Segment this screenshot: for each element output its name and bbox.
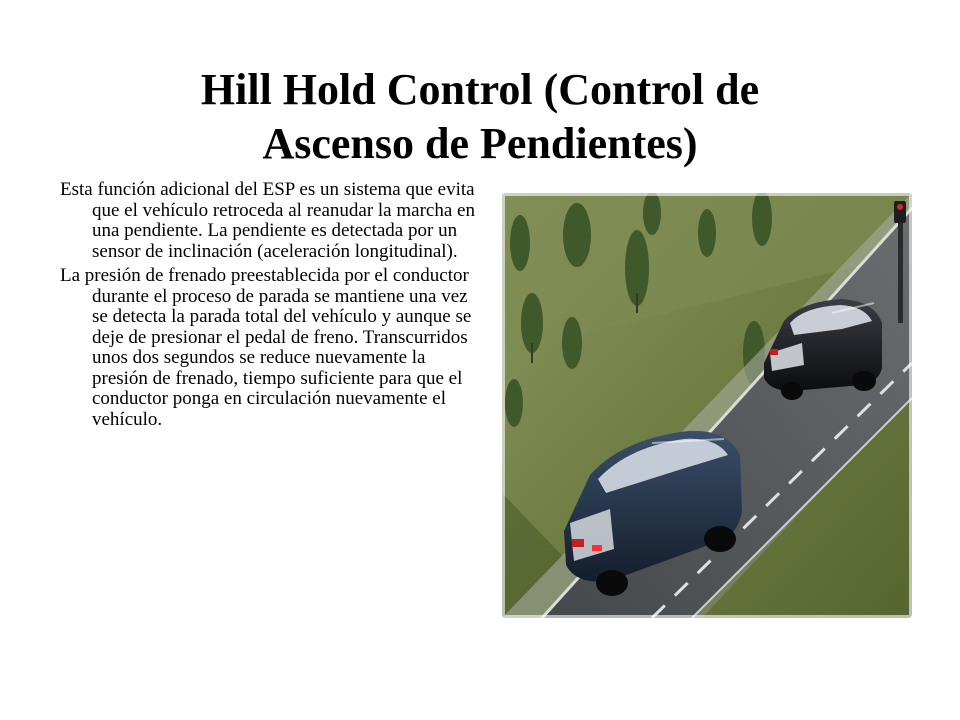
- paragraph-esp-function: Esta función adicional del ESP es un sistema que evita que el vehículo retroceda al reanudar la marcha en una pendiente. La pendiente es detectada por un sensor de inclinación (aceleración longitudinal).: [60, 179, 475, 262]
- hill-hold-illustration: [502, 193, 912, 618]
- paragraph-brake-pressure: La presión de frenado preestablecida por el conductor durante el proceso de parada se mantiene una vez se detecta la parada total del vehículo y aunque se deje de presionar el pedal de freno. Transcurridos unos dos segundos se reduce nuevamente la presión de frenado, tiempo suficiente para que el conductor ponga en circulación nuevamente el vehículo.: [60, 265, 472, 430]
- uphill-road-with-two-cars-image: [502, 193, 912, 618]
- slide-title-line-1: Hill Hold Control (Control de: [200, 65, 760, 115]
- slide-title: [60, 63, 900, 171]
- slide-body: [60, 180, 480, 434]
- slide-title-line-2: Ascenso de Pendientes): [262, 119, 698, 169]
